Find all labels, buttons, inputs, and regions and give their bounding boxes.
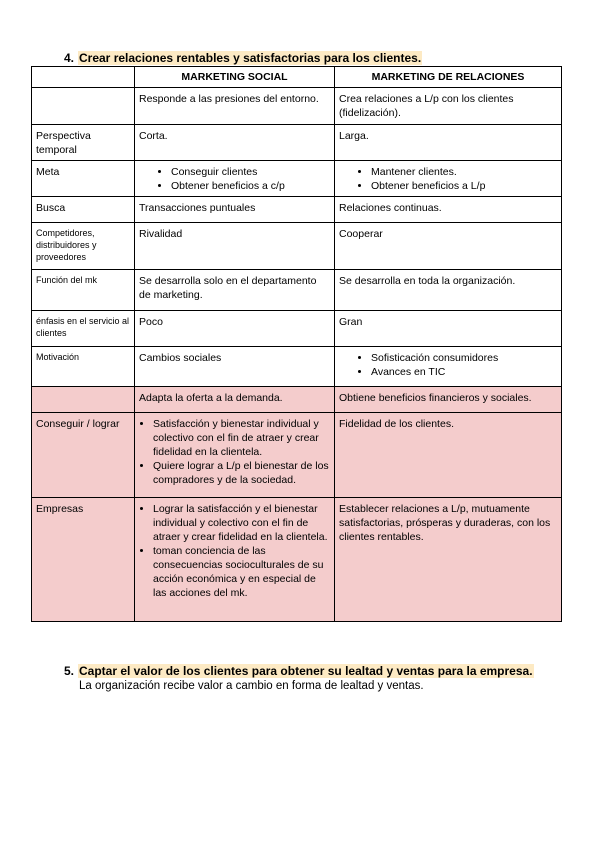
list-item: • Mantener clientes. <box>371 165 558 179</box>
table-row <box>32 311 562 347</box>
table-row <box>32 270 562 311</box>
list-item: • Sofisticación consumidores <box>371 351 558 365</box>
list-item: • Quiere lograr a L/p el bienestar de los compradores y de la sociedad. <box>153 459 331 487</box>
social-cell: Adapta la oferta a la demanda. <box>135 387 335 413</box>
relaciones-cell: Larga. <box>335 125 562 161</box>
header-empty <box>32 67 135 88</box>
section-4-heading <box>64 51 422 65</box>
section-5-title: Captar el valor de los clientes para obtener su lealtad y ventas para la empresa. <box>79 664 533 678</box>
list-item: • Avances en TIC <box>371 365 558 379</box>
table-row <box>32 125 562 161</box>
comparison-table <box>31 66 562 622</box>
social-list <box>139 417 331 487</box>
header-marketing-relaciones: MARKETING DE RELACIONES <box>335 67 562 88</box>
row-label: énfasis en el servicio al clientes <box>32 311 135 347</box>
header-marketing-social: MARKETING SOCIAL <box>135 67 335 88</box>
list-item: • Obtener beneficios a L/p <box>371 179 558 193</box>
social-cell: Cambios sociales <box>135 347 335 387</box>
social-cell: Se desarrolla solo en el departamento de marketing. <box>135 270 335 311</box>
relaciones-cell: Relaciones continuas. <box>335 197 562 223</box>
table-row <box>32 347 562 387</box>
relaciones-cell: Obtiene beneficios financieros y sociales. <box>335 387 562 413</box>
row-label: Busca <box>32 197 135 223</box>
row-label: Función del mk <box>32 270 135 311</box>
social-cell <box>135 161 335 197</box>
social-list <box>139 165 331 193</box>
section-4-number: 4. <box>64 51 75 65</box>
table-row <box>32 413 562 498</box>
row-label: Perspectiva temporal <box>32 125 135 161</box>
table-header-row <box>32 67 562 88</box>
relaciones-cell: Fidelidad de los clientes. <box>335 413 562 498</box>
row-label: Meta <box>32 161 135 197</box>
relaciones-cell: Crea relaciones a L/p con los clientes (fidelización). <box>335 88 562 125</box>
list-item: • toman conciencia de las consecuencias socioculturales de su acción económica y en especial de las acciones del mk. <box>153 544 331 600</box>
row-label <box>32 88 135 125</box>
list-item: • Conseguir clientes <box>171 165 331 179</box>
section-5-body: La organización recibe valor a cambio en forma de lealtad y ventas. <box>79 680 424 692</box>
relaciones-list <box>339 351 558 379</box>
list-item: • Satisfacción y bienestar individual y colectivo con el fin de atraer y crear fidelidad en la clientela. <box>153 417 331 459</box>
social-cell: Transacciones puntuales <box>135 197 335 223</box>
social-cell: Responde a las presiones del entorno. <box>135 88 335 125</box>
section-5-heading <box>64 664 534 678</box>
social-cell: Poco <box>135 311 335 347</box>
table-row <box>32 498 562 622</box>
section-4-title: Crear relaciones rentables y satisfactorias para los clientes. <box>79 51 422 65</box>
table-row <box>32 223 562 270</box>
row-label: Competidores, distribuidores y proveedores <box>32 223 135 270</box>
row-label <box>32 387 135 413</box>
relaciones-cell <box>335 347 562 387</box>
social-list <box>139 502 331 600</box>
relaciones-list <box>339 165 558 193</box>
list-item: • Obtener beneficios a c/p <box>171 179 331 193</box>
relaciones-cell: Establecer relaciones a L/p, mutuamente satisfactorias, prósperas y duraderas, con los clientes rentables. <box>335 498 562 622</box>
section-5-number: 5. <box>64 664 75 678</box>
row-label: Motivación <box>32 347 135 387</box>
social-cell: Rivalidad <box>135 223 335 270</box>
relaciones-cell <box>335 161 562 197</box>
relaciones-cell: Se desarrolla en toda la organización. <box>335 270 562 311</box>
social-cell: Corta. <box>135 125 335 161</box>
list-item: • Lograr la satisfacción y el bienestar individual y colectivo con el fin de atraer y crear fidelidad en la clientela. <box>153 502 331 544</box>
social-cell <box>135 413 335 498</box>
row-label: Empresas <box>32 498 135 622</box>
social-cell <box>135 498 335 622</box>
relaciones-cell: Gran <box>335 311 562 347</box>
table-row <box>32 387 562 413</box>
table-row <box>32 161 562 197</box>
row-label: Conseguir / lograr <box>32 413 135 498</box>
table-row <box>32 88 562 125</box>
relaciones-cell: Cooperar <box>335 223 562 270</box>
table-row <box>32 197 562 223</box>
